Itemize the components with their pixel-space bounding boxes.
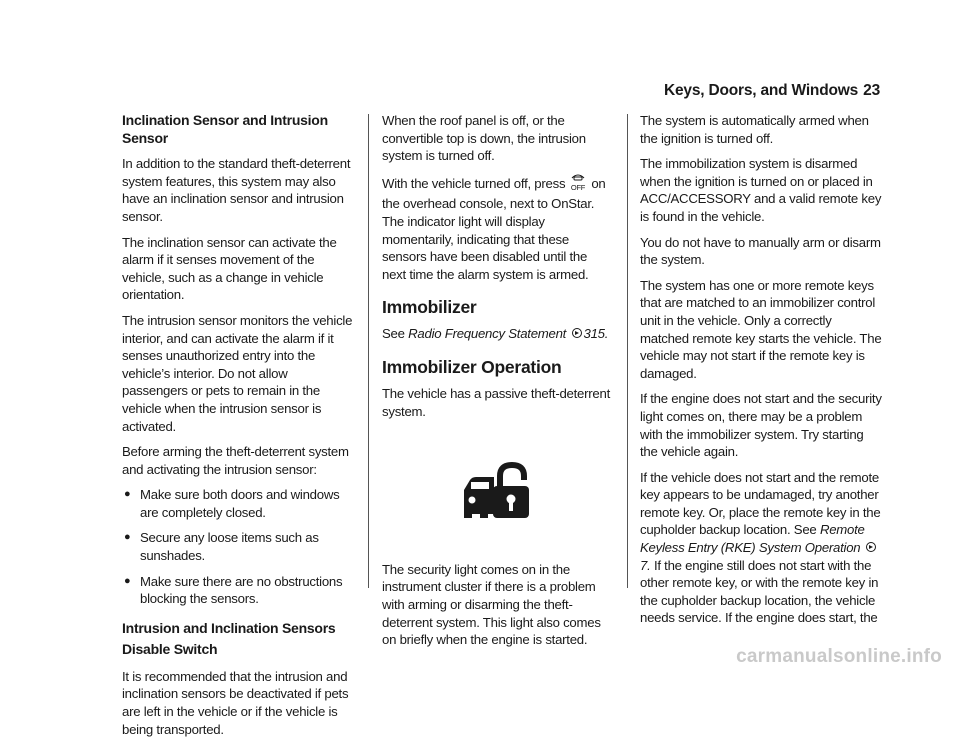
paragraph: In addition to the standard theft-deterrent system features, this system may also have an inclination sensor and intrusion sensor.: [122, 156, 351, 224]
list-item: ● Secure any loose items such as sunshades.: [124, 530, 319, 564]
paragraph: Before arming the theft-deterrent system and activating the intrusion sensor:: [122, 444, 349, 477]
heading-immobilizer: Immobilizer: [382, 297, 477, 318]
paragraph: The security light comes on in the instrument cluster if there is a problem with arming or disarming the theft-deterrent system. This light also comes on briefly when the engine is started.: [382, 561, 601, 648]
page-reference-arrow-icon: [572, 328, 582, 338]
column-middle: [382, 112, 614, 657]
column-divider: [368, 114, 369, 588]
intrusion-sensor-off-icon: [568, 173, 588, 196]
bullet-list: [122, 486, 354, 608]
cross-reference: See Radio Frequency Statement 315.: [382, 326, 609, 342]
reference-link[interactable]: Radio Frequency Statement: [408, 326, 567, 342]
paragraph: If the vehicle does not start and the remote key appears to be undamaged, try another remote key. Or, place the remote key in the cupholder backup location. See Remote Keyless Entry (RKE) System Operation 7. If the engine still does not start with the other remote key, or with the remote key in the cupholder backup location, the vehicle needs service. If the engine does start, the: [640, 469, 881, 626]
paragraph: The vehicle has a passive theft-deterrent system.: [382, 385, 610, 419]
paragraph: You do not have to manually arm or disarm the system.: [640, 234, 881, 268]
paragraph: The intrusion sensor monitors the vehicle interior, and can activate the alarm if it senses unauthorized entry into the vehicle’s interior. Do not allow passengers or pets to remain in the vehicle when the intrusion sensor is activated.: [122, 312, 353, 434]
paragraph: The immobilization system is disarmed when the ignition is turned on or placed in ACC/ACCESSORY and a valid remote key is found in the vehicle.: [640, 156, 882, 224]
heading-disable-switch: Intrusion and Inclination Sensors Disable Switch: [122, 619, 336, 657]
paragraph: The system is automatically armed when the ignition is turned off.: [640, 113, 869, 146]
section-title: Keys, Doors, and Windows: [664, 82, 859, 99]
bullet-icon: ●: [124, 531, 131, 544]
page-reference-arrow-icon: [866, 542, 876, 552]
list-item: ● Make sure both doors and windows are completely closed.: [124, 487, 340, 520]
paragraph: When the roof panel is off, or the convertible top is down, the intrusion system is turned off.: [382, 113, 586, 164]
paragraph: With the vehicle turned off, press OFF on the overhead console, next to OnStar. The indicator light will display momentarily, indicating that these sensors have been disabled until the next time the alarm system is armed.: [382, 173, 614, 284]
bullet-icon: ●: [124, 574, 131, 587]
watermark: carmanualsonline.info: [736, 646, 942, 667]
paragraph: If the engine does not start and the security light comes on, there may be a problem with the immobilizer system. Try starting the vehicle again.: [640, 391, 882, 460]
security-light-icon: [460, 462, 614, 527]
heading-immobilizer-operation: Immobilizer Operation: [382, 356, 562, 377]
running-header: [640, 82, 880, 100]
heading-inclination-intrusion-sensor: Inclination Sensor and Intrusion Sensor: [122, 112, 328, 146]
column-divider: [627, 114, 628, 588]
svg-text:OFF: OFF: [571, 182, 586, 191]
paragraph: The inclination sensor can activate the alarm if it senses movement of the vehicle, such as a change in vehicle orientation.: [122, 234, 337, 303]
column-right: [640, 112, 882, 635]
paragraph: The system has one or more remote keys that are matched to an immobilizer control unit in the vehicle. Only a correctly matched remote key starts the vehicle. The vehicle may not start if the remote key is damaged.: [640, 277, 882, 381]
list-item: ● Make sure there are no obstructions blocking the sensors.: [124, 573, 343, 607]
reference-link[interactable]: Remote Keyless Entry (RKE) System Operation: [640, 522, 865, 556]
column-left: [122, 112, 354, 746]
paragraph: It is recommended that the intrusion and inclination sensors be deactivated if pets are left in the vehicle or if the vehicle is being transported.: [122, 668, 349, 737]
page-number: 23: [863, 82, 880, 99]
bullet-icon: ●: [124, 488, 131, 501]
